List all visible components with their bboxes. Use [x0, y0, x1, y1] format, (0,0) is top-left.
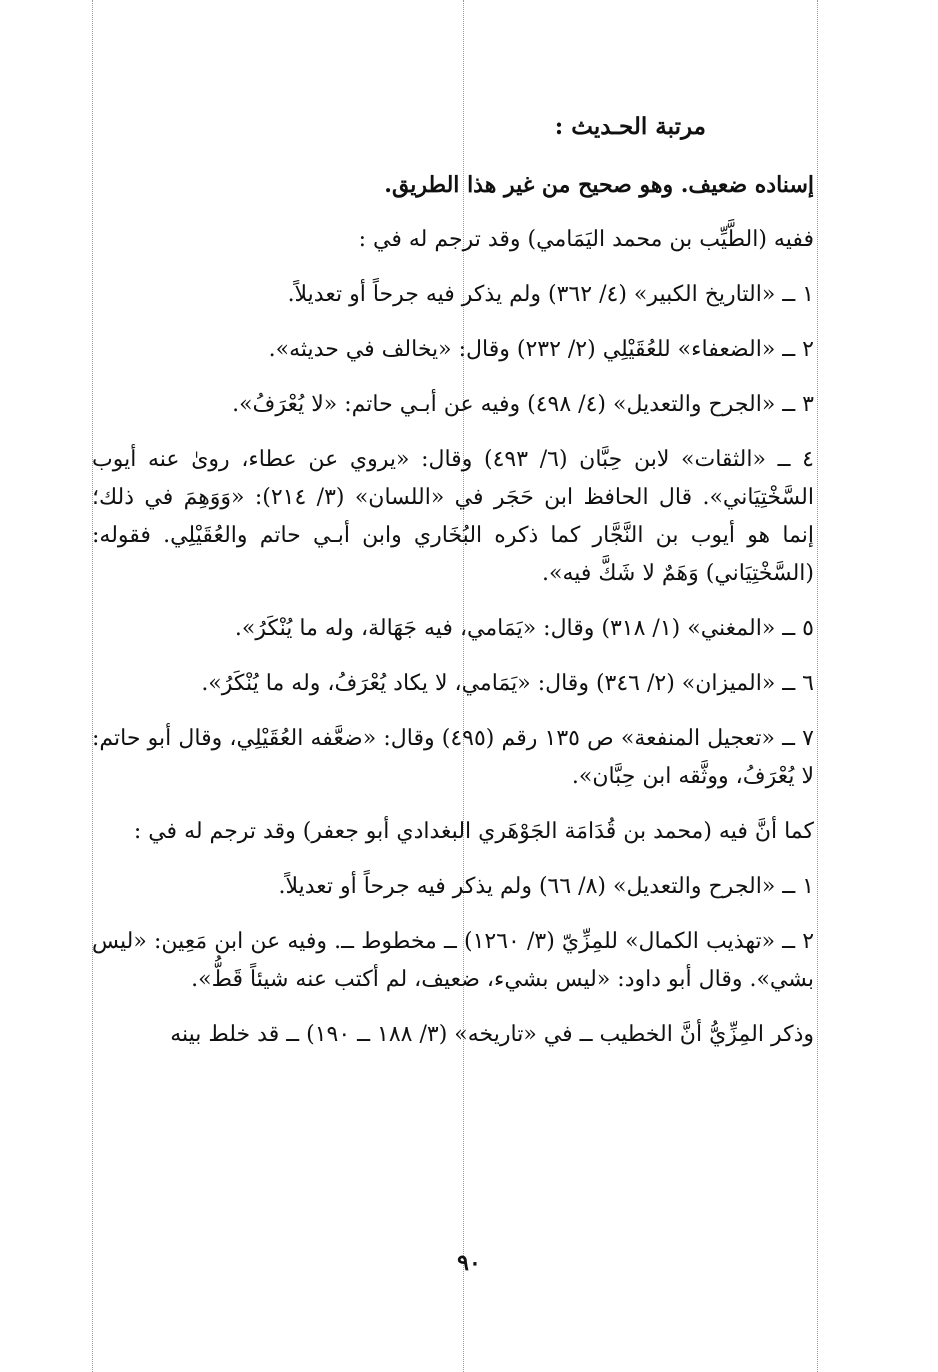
narrator2-ref-2: ٢ ــ «تهذيب الكمال» للمِزِّيّ (٣/ ١٢٦٠) ــ مخطوط ــ. وفيه عن ابن مَعِين: «ليس بشي». وقال أبو داود: «ليس بشيء، ضعيف، لم أكتب عنه شيئاً قَطُّ». [92, 929, 815, 992]
narrator1-ref-3: ٣ ــ «الجرح والتعديل» (٤/ ٤٩٨) وفيه عن أبـي حاتم: «لا يُعْرَفُ». [232, 392, 814, 417]
page-body [92, 108, 814, 1071]
page-number: ٩٠ [457, 1250, 481, 1276]
narrator1-ref-6: ٦ ــ «الميزان» (٢/ ٣٤٦) وقال: «يَمَامي، لا يكاد يُعْرَفُ، وله ما يُنْكَرُ». [201, 671, 814, 696]
narrator1-ref-7: ٧ ــ «تعجيل المنفعة» ص ١٣٥ رقم (٤٩٥) وقال: «ضعَّفه العُقَيْلِي، وقال أبو حاتم: لا يُعْرَفُ، ووثَّقه ابن حِبَّان». [92, 726, 814, 789]
closing-paragraph: وذكر المِزِّيُّ أنَّ الخطيب ــ في «تاريخه» (٣/ ١٨٨ ــ ١٩٠) ــ قد خلط بينه [170, 1022, 814, 1047]
right-margin-guide [817, 0, 818, 1372]
narrator1-ref-5: ٥ ــ «المغني» (١/ ٣١٨) وقال: «يَمَامي، فيه جَهَالة، وله ما يُنْكَرُ». [234, 616, 814, 641]
section-heading: مرتبة الحـديث : [554, 113, 706, 140]
narrator1-ref-2: ٢ ــ «الضعفاء» للعُقَيْلِي (٢/ ٢٣٢) وقال: «يخالف في حديثه». [268, 337, 814, 362]
narrator2-intro: كما أنَّ فيه (محمد بن قُدَامَة الجَوْهَري البغدادي أبو جعفر) وقد ترجم له في : [133, 819, 814, 844]
grade-statement: إسناده ضعيف. وهو صحيح من غير هذا الطريق. [384, 172, 814, 198]
narrator1-ref-4: ٤ ــ «الثقات» لابن حِبَّان (٦/ ٤٩٣) وقال: «يروي عن عطاء، روىٰ عنه أيوب السَّخْتِيَاني». قال الحافظ ابن حَجَر في «اللسان» (٣/ ٢١٤): «وَوَهِمَ في ذلك؛ إنما هو أيوب بن النَّجَّار كما ذكره البُخَاري وابن أبـي حاتم والعُقَيْلِي. فقوله: (السَّخْتِيَاني) وَهَمٌ لا شَكَّ فيه». [92, 447, 814, 586]
narrator2-ref-1: ١ ــ «الجرح والتعديل» (٨/ ٦٦) ولم يذكر فيه جرحاً أو تعديلاً. [278, 874, 814, 899]
narrator1-intro: ففيه (الطَّيِّب بن محمد اليَمَامي) وقد ترجم له في : [358, 227, 814, 252]
narrator1-ref-1: ١ ــ «التاريخ الكبير» (٤/ ٣٦٢) ولم يذكر فيه جرحاً أو تعديلاً. [287, 282, 814, 307]
